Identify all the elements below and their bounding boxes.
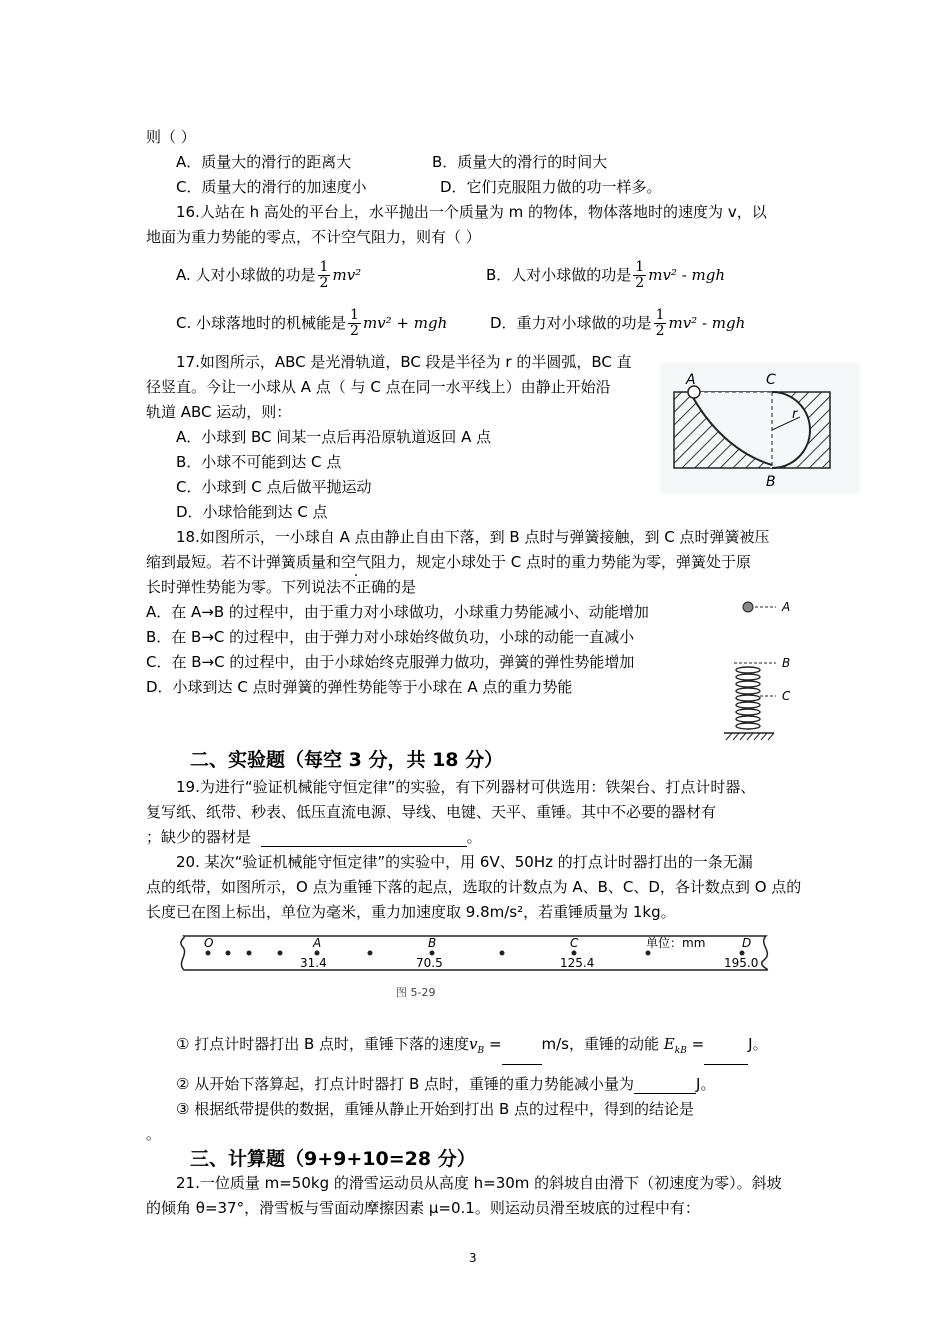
tape-value-a: 31.4	[300, 956, 327, 970]
q17-track-figure	[660, 362, 860, 494]
half-fraction: $\frac{1}{2}$	[635, 259, 645, 291]
q16-option-c	[176, 306, 447, 340]
q16-c-expr: mv²	[362, 314, 392, 332]
q20-paper-tape-figure	[176, 930, 776, 1004]
q16-d-expr: mv²	[668, 314, 698, 332]
tape-value-d: 195.0	[724, 956, 759, 970]
fig-label-r: r	[792, 407, 798, 422]
q16-a-expr: mv²	[332, 266, 362, 284]
q15-tail: 则（ ）	[146, 128, 196, 146]
page-number: 3	[469, 1251, 477, 1265]
q16-d-prefix: D．重力对小球做的功是	[490, 314, 652, 332]
tape-value-c: 125.4	[560, 956, 595, 970]
q19-stem-line2: 复写纸、纸带、秒表、低压直流电源、导线、电键、天平、重锤。其中不必要的器材有	[146, 803, 717, 821]
spring	[736, 667, 760, 729]
q20-stem-line1: 20. 某次“验证机械能守恒定律”的实验中，用 6V、50Hz 的打点计时器打出的一条无漏	[176, 853, 753, 871]
tape-unit: 单位：mm	[646, 936, 706, 950]
q17-stem-line2: 径竖直。今让一小球从 A 点（ 与 C 点在同一水平线上）由静止开始沿	[146, 378, 611, 396]
fig-label-a: A	[686, 372, 696, 388]
q17-option-c: C．小球到 C 点后做平抛运动	[176, 478, 372, 496]
kinetic-energy-blank[interactable]	[704, 1046, 748, 1065]
fig-label-b: B	[766, 474, 776, 490]
q16-b-prefix: B．人对小球做的功是	[486, 266, 632, 284]
q16-stem-line1: 16.人站在 h 高处的平台上，水平抛出一个质量为 m 的物体，物体落地时的速度为 v，以	[176, 203, 767, 221]
q17-option-d: D．小球恰能到达 C 点	[176, 503, 328, 521]
q16-c-prefix: C. 小球落地时的机械能是	[176, 314, 347, 332]
q19-stem-line3: ；缺少的器材是 。	[146, 828, 482, 846]
tape-label-o: O	[204, 936, 214, 950]
fig-label-b: B	[782, 656, 791, 670]
q17-stem-line3: 轨道 ABC 运动，则：	[146, 403, 292, 421]
q20-part3-end: 。	[146, 1125, 162, 1143]
q18-stem-line3: 长时弹性势能为零。下列说法不正确的是	[146, 578, 417, 596]
q21-stem-line1: 21.一位质量 m=50kg 的滑雪运动员从高度 h=30m 的斜坡自由滑下（初速度为零）。斜坡	[176, 1174, 782, 1192]
q15-option-b: B．质量大的滑行的时间大	[432, 153, 608, 171]
ball	[743, 602, 753, 612]
fig-label-c: C	[782, 689, 791, 703]
energy-symbol: E	[663, 1035, 675, 1053]
fig-label-c: C	[766, 372, 776, 388]
q18-stem-line2: 缩到最短。若不计弹簧质量和空气阻力，规定小球处于 C 点时的重力势能为零，弹簧处于原	[146, 553, 752, 571]
tape-label-a: A	[313, 936, 322, 950]
section-3-title: 三、计算题（9+9+10=28 分）	[190, 1148, 476, 1170]
half-fraction: $\frac{1}{2}$	[350, 307, 359, 339]
q19-stem-line1: 19.为进行“验证机械能守恒定律”的实验，有下列器材可供选用：铁架台、打点计时器、	[176, 778, 756, 796]
q18-option-d: D．小球到达 C 点时弹簧的弹性势能等于小球在 A 点的重力势能	[146, 678, 573, 696]
q16-option-d	[490, 306, 745, 340]
q18-option-b: B．在 B→C 的过程中，由于弹力对小球始终做负功，小球的动能一直减小	[146, 628, 635, 646]
section-2-title: 二、实验题（每空 3 分，共 18 分）	[190, 749, 504, 771]
q20-stem-line2: 点的纸带，如图所示，O 点为重锤下落的起点，选取的计数点为 A、B、C、D，各计数点到 O 点的	[146, 878, 802, 896]
q15-option-a: A．质量大的滑行的距离大	[176, 153, 352, 171]
q16-b-expr: mv²	[648, 266, 677, 284]
velocity-symbol: v	[469, 1035, 478, 1053]
q20-part3: ③ 根据纸带提供的数据，重锤从静止开始到打出 B 点的过程中，得到的结论是	[176, 1100, 695, 1118]
answer-blank[interactable]	[261, 828, 467, 847]
figure-caption: 图 5-29	[396, 986, 436, 999]
q16-stem-line2: 地面为重力势能的零点，不计空气阻力，则有（ ）	[146, 228, 481, 246]
q18-option-c: C．在 B→C 的过程中，由于小球始终克服弹力做功，弹簧的弹性势能增加	[146, 653, 635, 671]
q17-option-a: A．小球到 BC 间某一点后再沿原轨道返回 A 点	[176, 428, 492, 446]
q16-option-a	[176, 258, 361, 292]
q15-option-d: D．它们克服阻力做的功一样多。	[440, 178, 662, 196]
q16-option-b	[486, 258, 725, 292]
q20-part1: ① 打点计时器打出 B 点时，重锤下落的速度$v_B = m/s$，重锤的动能 $E_{kB} = J$。	[176, 1030, 768, 1065]
q17-stem-line1: 17.如图所示，ABC 是光滑轨道，BC 段是半径为 r 的半圆弧，BC 直	[176, 353, 632, 371]
q18-stem-line1: 18.如图所示，一小球自 A 点由静止自由下落，到 B 点时与弹簧接触，到 C 点时弹簧被压	[176, 528, 770, 546]
tape-label-c: C	[570, 936, 579, 950]
emphasis-not-correct: 不正	[341, 578, 372, 596]
half-fraction: $\frac{1}{2}$	[655, 307, 665, 339]
tape-label-b: B	[428, 936, 437, 950]
q16-a-prefix: A. 人对小球做的功是	[176, 266, 316, 284]
q18-option-a: A．在 A→B 的过程中，由于重力对小球做功，小球重力势能减小、动能增加	[146, 603, 649, 621]
velocity-blank[interactable]	[502, 1046, 542, 1065]
q16-d-expr2: - mgh	[697, 314, 746, 332]
half-fraction: $\frac{1}{2}$	[319, 259, 329, 291]
q20-stem-line3: 长度已在图上标出，单位为毫米，重力加速度取 9.8m/s²，若重锤质量为 1kg。	[146, 903, 676, 921]
q18-spring-figure	[720, 594, 810, 744]
q21-stem-line2: 的倾角 θ=37°，滑雪板与雪面动摩擦因素 μ=0.1。则运动员滑至坡底的过程中有：	[146, 1199, 700, 1217]
q20-part2: ② 从开始下落算起，打点计时器打 B 点时，重锤的重力势能减小量为 J。	[176, 1075, 716, 1093]
q16-c-expr2: + mgh	[391, 314, 448, 332]
tape-label-d: D	[742, 936, 752, 950]
q15-option-c: C．质量大的滑行的加速度小	[176, 178, 367, 196]
tape-value-b: 70.5	[416, 956, 443, 970]
q17-option-b: B．小球不可能到达 C 点	[176, 453, 342, 471]
fig-label-a: A	[782, 600, 791, 614]
q16-b-expr2: - mgh	[676, 266, 726, 284]
potential-energy-blank[interactable]	[634, 1075, 696, 1094]
